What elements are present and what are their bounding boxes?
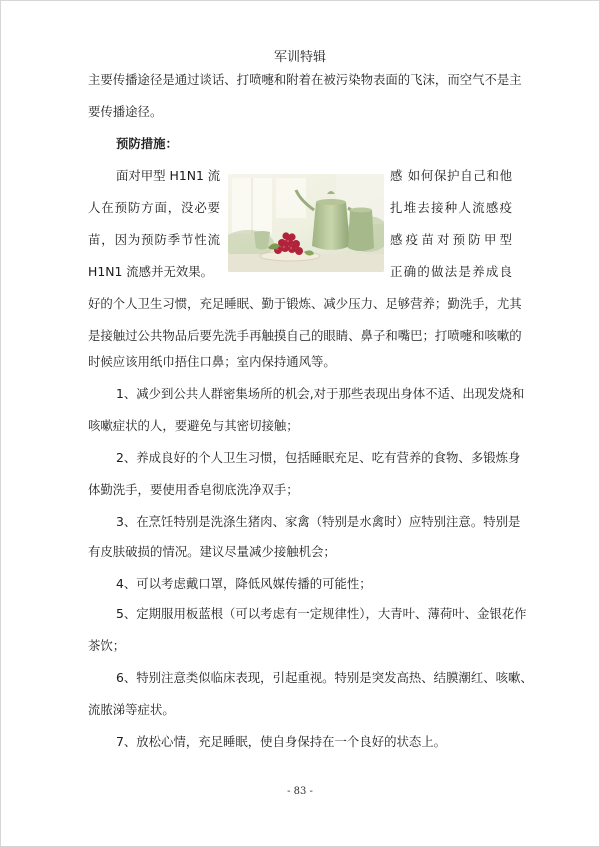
wrap-right-line-3: 感疫苗对预防甲型 <box>390 232 512 247</box>
prevention-cont-line-1: 好的个人卫生习惯，充足睡眠、勤于锻炼、减少压力、足够营养；勤洗手，尤其 <box>88 296 522 311</box>
teapot-grapes-image <box>228 174 384 272</box>
page-header-title: 军训特辑 <box>273 50 326 65</box>
intro-line-1: 主要传播途径是通过谈话、打喷嚏和附着在被污染物表面的飞沫，而空气不是主 <box>88 72 522 87</box>
item-7-line-1: 7、放松心情，充足睡眠，使自身保持在一个良好的状态上。 <box>116 734 447 749</box>
wrap-right-line-2: 扎堆去接种人流感疫 <box>390 200 512 215</box>
section-heading-prevention: 预防措施： <box>116 136 178 151</box>
prevention-cont-line-3: 时候应该用纸巾捂住口鼻；室内保持通风等。 <box>88 354 336 369</box>
intro-line-2: 要传播途径。 <box>88 104 163 119</box>
item-5-line-2: 茶饮； <box>88 638 126 653</box>
item-2-line-1: 2、养成良好的个人卫生习惯，包括睡眠充足、吃有营养的食物、多锻炼身 <box>116 450 521 465</box>
wrap-right-line-1: 感 如何保护自己和他 <box>390 168 512 183</box>
prevention-cont-line-2: 是接触过公共物品后要先洗手再触摸自己的眼睛、鼻子和嘴巴；打喷嚏和咳嗽的 <box>88 328 522 343</box>
wrap-left-line-1: 面对甲型 H1N1 流 <box>116 168 221 183</box>
item-1-line-2: 咳嗽症状的人，要避免与其密切接触； <box>88 418 299 433</box>
item-6-line-2: 流脓涕等症状。 <box>88 702 175 717</box>
page-number: - 83 - <box>287 786 313 797</box>
item-3-line-2: 有皮肤破损的情况。建议尽量减少接触机会； <box>88 544 336 559</box>
item-2-line-2: 体勤洗手，要使用香皂彻底洗净双手； <box>88 482 299 497</box>
item-5-line-1: 5、定期服用板蓝根（可以考虑有一定规律性），大青叶、薄荷叶、金银花作 <box>116 606 527 621</box>
wrap-left-line-3: 苗，因为预防季节性流 <box>88 232 220 247</box>
item-6-line-1: 6、特别注意类似临床表现，引起重视。特别是突发高热、结膜潮红、咳嗽、 <box>116 670 533 685</box>
item-4-line-1: 4、可以考虑戴口罩，降低风媒传播的可能性； <box>116 576 372 591</box>
item-3-line-1: 3、在烹饪特别是洗涤生猪肉、家禽（特别是水禽时）应特别注意。特别是 <box>116 514 521 529</box>
wrap-left-line-2: 人在预防方面，没必要 <box>88 200 220 215</box>
item-1-line-1: 1、减少到公共人群密集场所的机会,对于那些表现出身体不适、出现发烧和 <box>116 386 525 401</box>
wrap-right-line-4: 正确的做法是养成良 <box>390 264 512 279</box>
wrap-left-line-4: H1N1 流感并无效果。 <box>88 264 214 279</box>
